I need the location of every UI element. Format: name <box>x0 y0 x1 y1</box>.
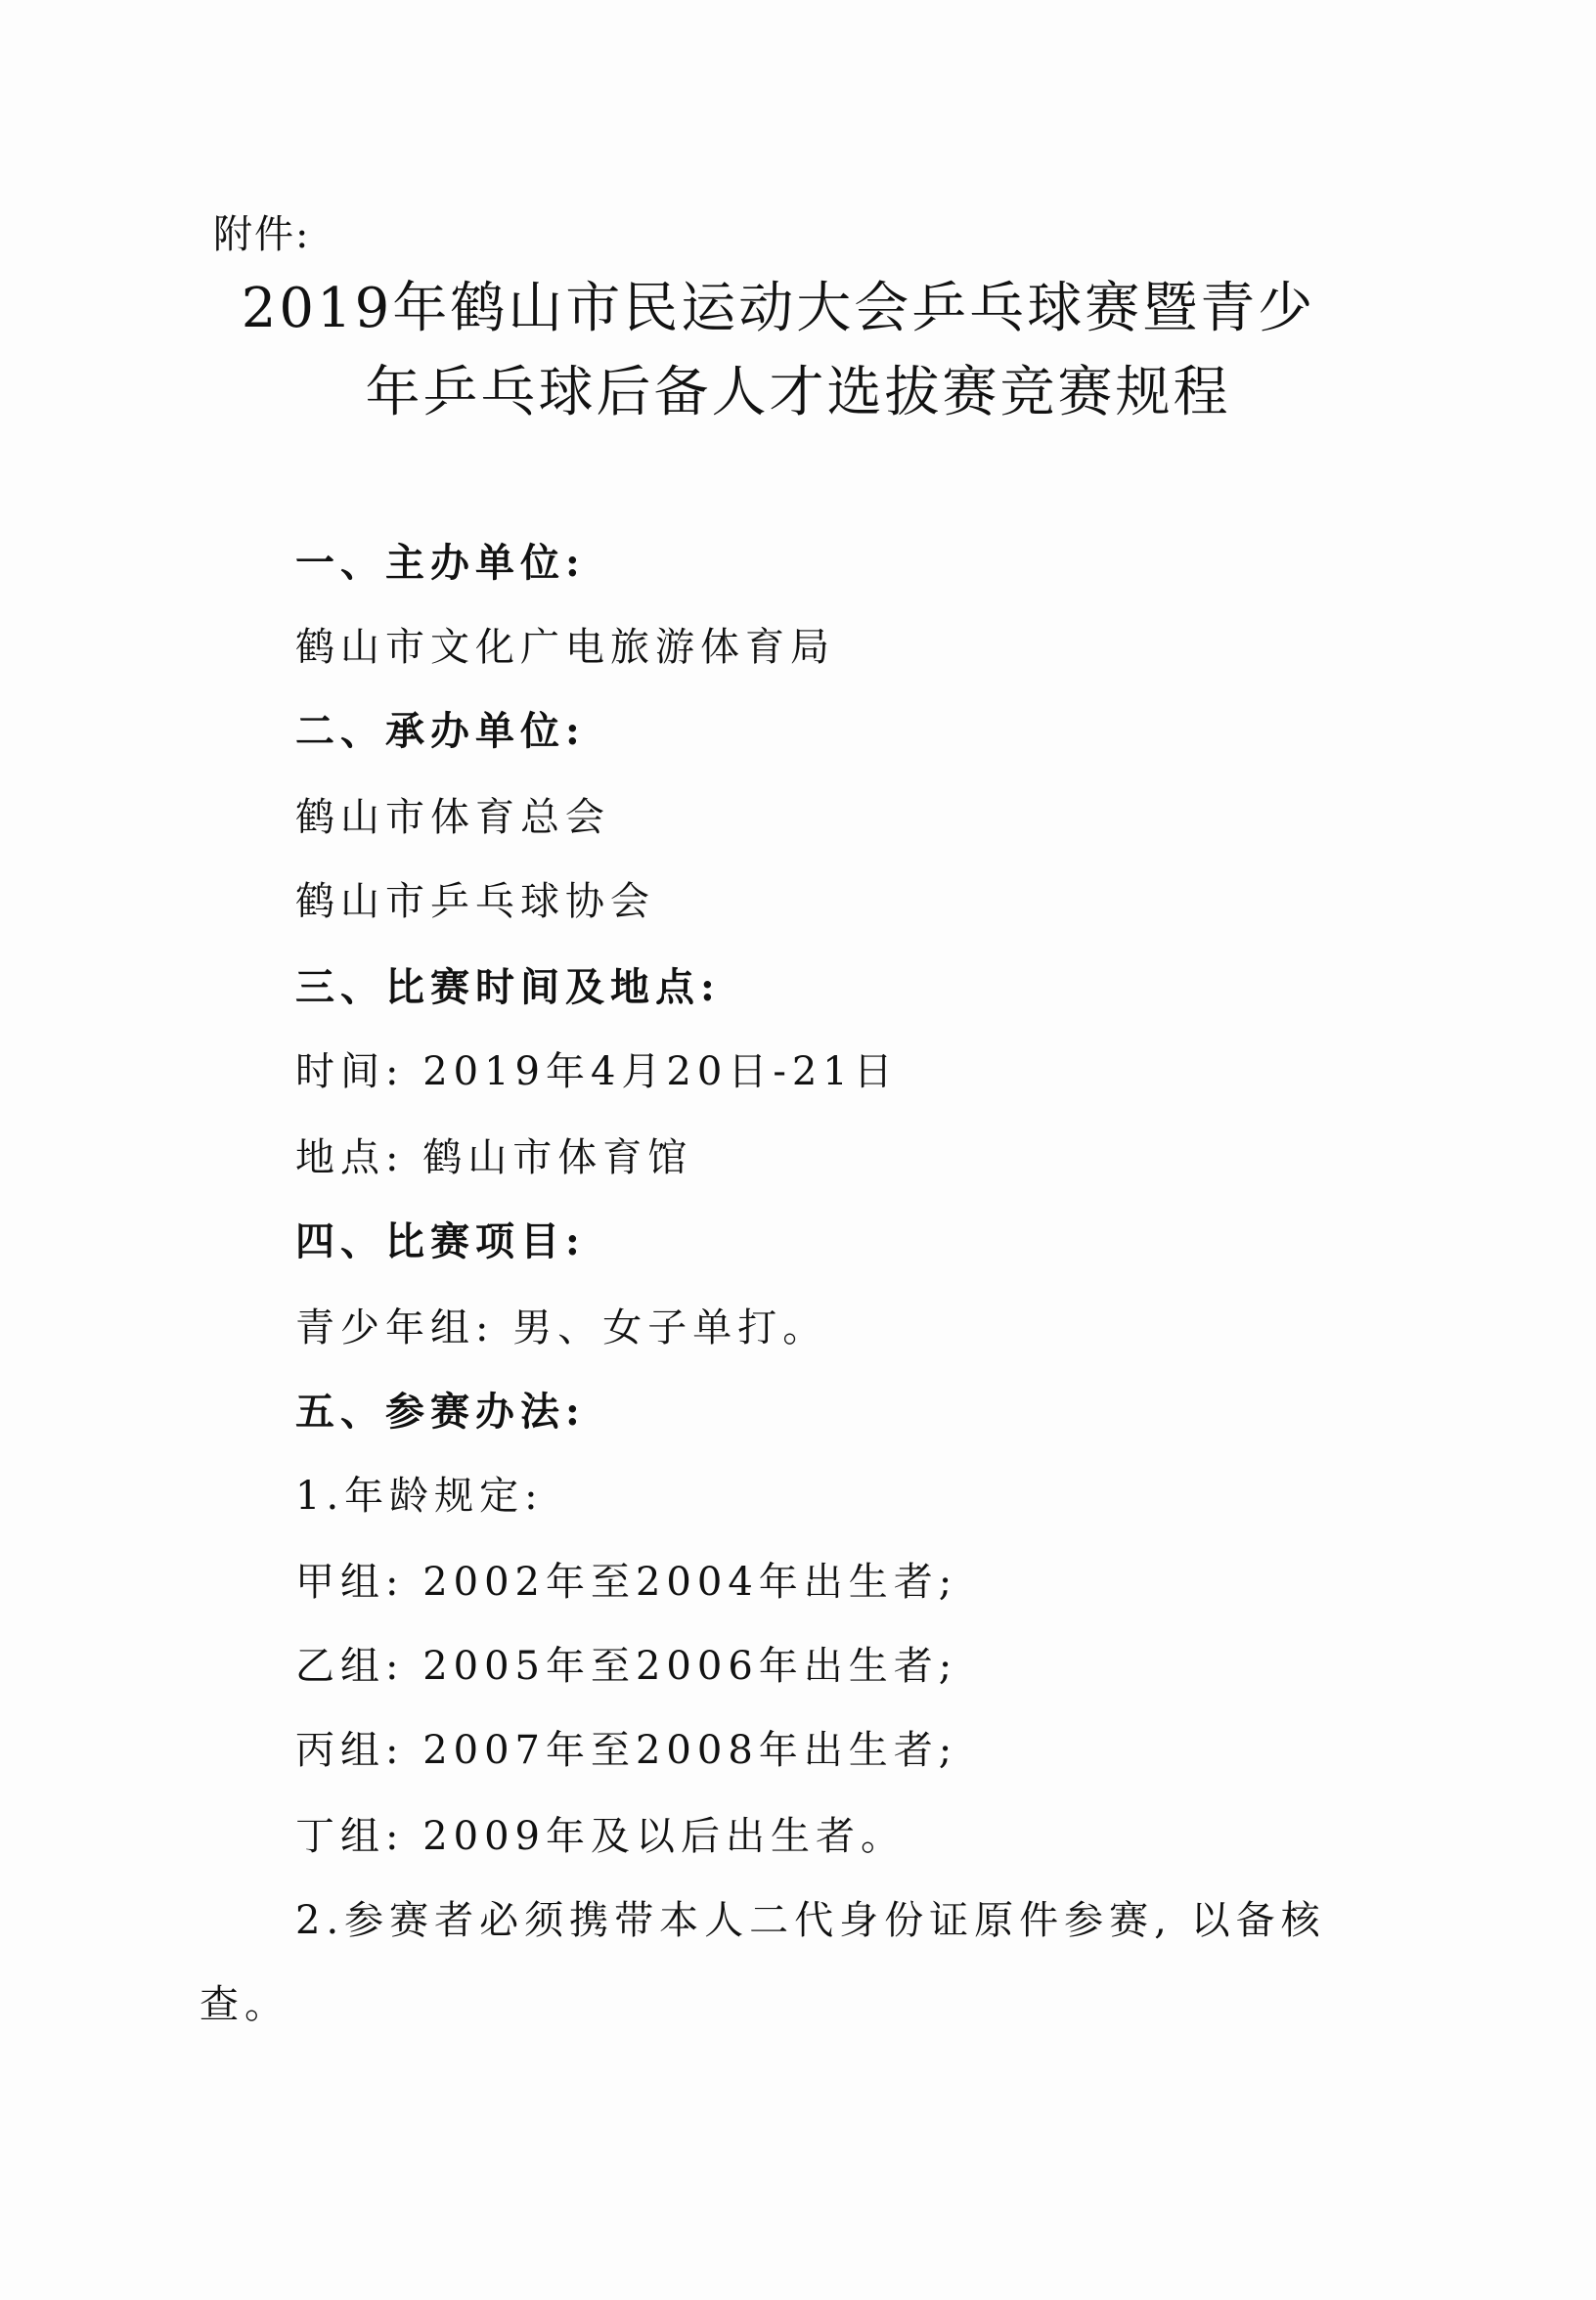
organizer-name: 鹤山市文化广电旅游体育局 <box>295 625 835 670</box>
age-rule-title: 1.年龄规定: <box>295 1474 544 1519</box>
event-place: 地点: 鹤山市体育馆 <box>295 1135 693 1180</box>
section-heading-organizer: 一、主办单位: <box>295 540 586 586</box>
id-requirement-line-1: 2.参赛者必须携带本人二代身份证原件参赛, 以备核 <box>295 1898 1326 1943</box>
section-heading-participation: 五、参赛办法: <box>295 1389 586 1435</box>
document-title-line-2: 年乒乓球后备人才选拔赛竞赛规程 <box>365 361 1231 424</box>
group-a-rule: 甲组: 2002年至2004年出生者; <box>295 1560 958 1605</box>
group-d-rule: 丁组: 2009年及以后出生者。 <box>295 1814 906 1859</box>
event-category: 青少年组: 男、女子单打。 <box>295 1305 828 1350</box>
group-b-rule: 乙组: 2005年至2006年出生者; <box>295 1644 958 1689</box>
host-name-2: 鹤山市乒乓球协会 <box>295 879 655 924</box>
id-requirement-line-2: 查。 <box>200 1982 289 2027</box>
section-heading-events: 四、比赛项目: <box>295 1218 586 1264</box>
document-title-line-1: 2019年鹤山市民运动大会乒乓球赛暨青少 <box>241 277 1316 340</box>
group-c-rule: 丙组: 2007年至2008年出生者; <box>295 1728 958 1773</box>
event-time: 时间: 2019年4月20日-21日 <box>295 1049 899 1094</box>
attachment-label: 附件: <box>213 212 311 257</box>
host-name-1: 鹤山市体育总会 <box>295 795 610 840</box>
section-heading-host: 二、承办单位: <box>295 708 586 754</box>
section-heading-time-place: 三、比赛时间及地点: <box>295 964 721 1010</box>
